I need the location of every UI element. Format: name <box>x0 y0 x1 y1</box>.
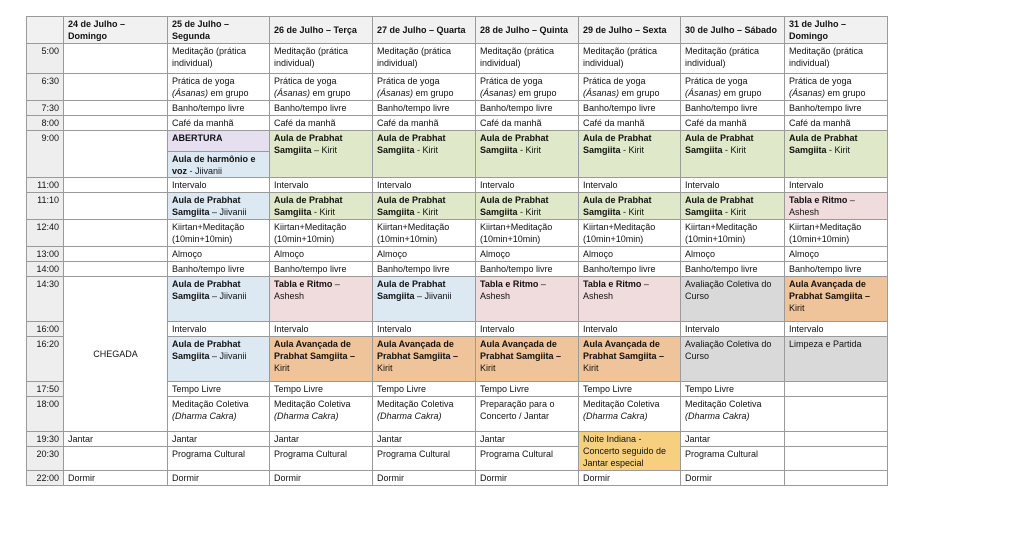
activity-text: em grupo <box>721 88 762 98</box>
activity-cell: Café da manhã <box>270 116 373 131</box>
instructor: – Jiivanii <box>209 291 247 301</box>
activity-cell <box>579 193 681 220</box>
activity-title: Tabla e Ritmo <box>789 195 848 205</box>
activity-cell: Banho/tempo livre <box>785 101 888 116</box>
activity-cell <box>373 397 476 432</box>
activity-cell: Intervalo <box>476 178 579 193</box>
activity-text: Prática de yoga <box>274 76 337 86</box>
instructor: Kirit <box>377 363 393 373</box>
activity-cell: Tempo Livre <box>373 382 476 397</box>
activity-cell: Intervalo <box>579 322 681 337</box>
activity-cell <box>681 220 785 247</box>
activity-cell <box>168 397 270 432</box>
row-2200 <box>27 471 888 486</box>
activity-title: Aula Avançada de Prabhat Samgiita – <box>789 279 871 301</box>
activity-cell: Programa Cultural <box>681 447 785 471</box>
activity-text: Meditação (prática <box>583 46 658 56</box>
activity-cell <box>476 193 579 220</box>
instructor: - Kirit <box>620 145 645 155</box>
corner-cell <box>27 17 64 44</box>
activity-cell: Dormir <box>270 471 373 486</box>
activity-cell: Tempo Livre <box>270 382 373 397</box>
activity-cell: Tempo Livre <box>579 382 681 397</box>
activity-text: Kiirtan+Meditação <box>685 222 758 232</box>
instructor: – Jiivanii <box>209 351 247 361</box>
empty-cell <box>64 101 168 116</box>
activity-cell <box>681 193 785 220</box>
activity-text: Kiirtan+Meditação <box>583 222 656 232</box>
activity-cell <box>373 44 476 74</box>
activity-cell <box>270 74 373 101</box>
activity-cell: Dormir <box>476 471 579 486</box>
activity-title: Aula de Prabhat Samgiita <box>274 133 343 155</box>
activity-cell <box>785 220 888 247</box>
activity-title: Aula de Prabhat Samgiita <box>480 133 549 155</box>
row-1110 <box>27 193 888 220</box>
activity-text: em grupo <box>516 88 557 98</box>
empty-cell <box>64 247 168 262</box>
activity-cell: Programa Cultural <box>168 447 270 471</box>
activity-cell: Dormir <box>373 471 476 486</box>
activity-cell: Programa Cultural <box>373 447 476 471</box>
empty-cell <box>64 131 168 178</box>
activity-cell: Intervalo <box>373 322 476 337</box>
activity-cell: Banho/tempo livre <box>579 262 681 277</box>
instructor: Kirit <box>480 363 496 373</box>
instructor: – Ashesh <box>583 279 649 301</box>
activity-cell: Tempo Livre <box>681 382 785 397</box>
row-900 <box>27 131 888 178</box>
activity-cell: Intervalo <box>168 322 270 337</box>
activity-title: Aula Avançada de Prabhat Samgiita – <box>583 339 665 361</box>
activity-title: Aula de Prabhat Samgiita <box>583 195 652 217</box>
activity-cell <box>168 193 270 220</box>
activity-text: Prática de yoga <box>685 76 748 86</box>
activity-text: (10min+10min) <box>480 234 541 244</box>
activity-cell <box>579 397 681 432</box>
time-cell: 7:30 <box>27 101 64 116</box>
header-row <box>27 17 888 44</box>
activity-title: Aula de Prabhat Samgiita <box>377 195 446 217</box>
activity-cell: Café da manhã <box>681 116 785 131</box>
activity-title: Aula de Prabhat Samgiita <box>172 195 241 217</box>
activity-cell: Jantar <box>373 432 476 447</box>
empty-cell <box>64 447 168 471</box>
activity-cell <box>270 193 373 220</box>
activity-title: Aula de Prabhat Samgiita <box>172 339 241 361</box>
instructor: Kirit <box>583 363 599 373</box>
activity-cell: Banho/tempo livre <box>270 101 373 116</box>
activity-cell: Tempo Livre <box>168 382 270 397</box>
time-cell: 18:00 <box>27 397 64 432</box>
activity-cell <box>168 277 270 322</box>
empty-cell <box>785 382 888 397</box>
row-730 <box>27 101 888 116</box>
activity-text: Kiirtan+Meditação <box>377 222 450 232</box>
activity-title: Aula de Prabhat Samgiita <box>377 133 446 155</box>
day-header: 29 de Julho – Sexta <box>579 17 681 44</box>
activity-cell <box>681 131 785 178</box>
activity-text: (Ásanas) <box>583 88 620 98</box>
day-header: 26 de Julho – Terça <box>270 17 373 44</box>
activity-cell: Jantar <box>64 432 168 447</box>
time-cell: 14:00 <box>27 262 64 277</box>
activity-title: Tabla e Ritmo <box>480 279 539 289</box>
instructor: - Kirit <box>517 145 542 155</box>
activity-text: Meditação Coletiva <box>583 399 660 409</box>
activity-title: Aula de Prabhat Samgiita <box>789 133 858 155</box>
row-1430 <box>27 277 888 322</box>
activity-cell: Banho/tempo livre <box>168 101 270 116</box>
activity-text: Kiirtan+Meditação <box>480 222 553 232</box>
activity-cell: Dormir <box>579 471 681 486</box>
time-cell: 13:00 <box>27 247 64 262</box>
activity-text: individual) <box>789 58 830 68</box>
empty-cell <box>64 178 168 193</box>
activity-cell <box>579 74 681 101</box>
schedule-table <box>26 16 888 486</box>
activity-text: (10min+10min) <box>377 234 438 244</box>
row-1100 <box>27 178 888 193</box>
activity-text: individual) <box>583 58 624 68</box>
activity-cell <box>681 44 785 74</box>
activity-cell: Banho/tempo livre <box>373 101 476 116</box>
activity-cell: Café da manhã <box>785 116 888 131</box>
instructor: - Kirit <box>620 207 645 217</box>
activity-cell: Intervalo <box>681 178 785 193</box>
activity-title: Aula de Prabhat Samgiita <box>172 279 241 301</box>
time-cell: 5:00 <box>27 44 64 74</box>
time-cell: 16:00 <box>27 322 64 337</box>
activity-text: em grupo <box>619 88 660 98</box>
instructor: – Ashesh <box>789 195 855 217</box>
time-cell: 11:00 <box>27 178 64 193</box>
empty-cell <box>64 193 168 220</box>
activity-cell <box>579 337 681 382</box>
instructor: - Kirit <box>414 145 439 155</box>
activity-cell <box>168 74 270 101</box>
activity-text: (Ásanas) <box>789 88 826 98</box>
activity-cell: Banho/tempo livre <box>168 262 270 277</box>
instructor: - Kirit <box>517 207 542 217</box>
activity-cell <box>785 74 888 101</box>
activity-text: Meditação Coletiva <box>377 399 454 409</box>
activity-cell <box>579 131 681 178</box>
activity-cell <box>476 74 579 101</box>
activity-text: (Ásanas) <box>480 88 517 98</box>
activity-cell: Programa Cultural <box>270 447 373 471</box>
activity-cell <box>476 44 579 74</box>
activity-cell: Banho/tempo livre <box>476 262 579 277</box>
harmonio-block <box>168 152 269 177</box>
activity-cell: Programa Cultural <box>476 447 579 471</box>
activity-text: (Ásanas) <box>172 88 209 98</box>
activity-cell: Jantar <box>476 432 579 447</box>
activity-cell: Banho/tempo livre <box>681 262 785 277</box>
empty-cell <box>785 432 888 447</box>
activity-cell <box>168 220 270 247</box>
activity-cell <box>476 131 579 178</box>
activity-cell <box>785 131 888 178</box>
activity-cell: Almoço <box>476 247 579 262</box>
activity-cell <box>270 277 373 322</box>
activity-cell: Intervalo <box>681 322 785 337</box>
time-cell: 8:00 <box>27 116 64 131</box>
instructor: Kirit <box>274 363 290 373</box>
activity-title: Aula de Prabhat Samgiita <box>480 195 549 217</box>
activity-text: Meditação (prática <box>172 46 247 56</box>
activity-title: Aula Avançada de Prabhat Samgiita – <box>274 339 356 361</box>
activity-cell: Dormir <box>681 471 785 486</box>
activity-title: Aula Avançada de Prabhat Samgiita – <box>480 339 562 361</box>
activity-title: Aula de Prabhat Samgiita <box>685 195 754 217</box>
empty-cell <box>785 397 888 432</box>
activity-text: Prática de yoga <box>789 76 852 86</box>
activity-cell <box>270 220 373 247</box>
activity-cell <box>373 193 476 220</box>
activity-cell <box>373 131 476 178</box>
activity-text: individual) <box>172 58 213 68</box>
row-500 <box>27 44 888 74</box>
instructor: – Jiivanii <box>414 291 452 301</box>
empty-cell <box>64 116 168 131</box>
empty-cell <box>64 74 168 101</box>
day-header: 30 de Julho – Sábado <box>681 17 785 44</box>
activity-cell <box>681 74 785 101</box>
activity-cell: Almoço <box>373 247 476 262</box>
activity-cell: Intervalo <box>476 322 579 337</box>
activity-cell: Almoço <box>785 247 888 262</box>
activity-cell <box>168 44 270 74</box>
activity-cell: Almoço <box>168 247 270 262</box>
activity-text: individual) <box>480 58 521 68</box>
activity-text: individual) <box>377 58 418 68</box>
instructor: – Kirit <box>311 145 338 155</box>
activity-cell <box>476 220 579 247</box>
row-630 <box>27 74 888 101</box>
activity-cell: Almoço <box>681 247 785 262</box>
activity-cell: Avaliação Coletiva do Curso <box>681 277 785 322</box>
activity-text: (Ásanas) <box>274 88 311 98</box>
activity-cell <box>579 220 681 247</box>
activity-cell: Jantar <box>168 432 270 447</box>
instructor: – Ashesh <box>480 279 546 301</box>
activity-cell: Banho/tempo livre <box>270 262 373 277</box>
day-header: 31 de Julho – Domingo <box>785 17 888 44</box>
activity-cell <box>476 337 579 382</box>
instructor: - Kirit <box>414 207 439 217</box>
activity-text: (10min+10min) <box>172 234 233 244</box>
activity-cell: Banho/tempo livre <box>373 262 476 277</box>
activity-cell <box>168 337 270 382</box>
activity-cell: Dormir <box>168 471 270 486</box>
split-activity-cell <box>168 131 270 178</box>
activity-text: Meditação (prática <box>789 46 864 56</box>
activity-text: individual) <box>274 58 315 68</box>
activity-text: (10min+10min) <box>789 234 850 244</box>
activity-cell: Tempo Livre <box>476 382 579 397</box>
activity-title: Aula de Prabhat Samgiita <box>274 195 343 217</box>
row-2030 <box>27 447 888 471</box>
instructor: Kirit <box>789 303 805 313</box>
time-cell: 16:20 <box>27 337 64 382</box>
activity-text: (Dharma Cakra) <box>172 411 237 421</box>
activity-text: em grupo <box>825 88 866 98</box>
activity-cell <box>476 277 579 322</box>
time-cell: 12:40 <box>27 220 64 247</box>
activity-cell: Almoço <box>579 247 681 262</box>
activity-text: em grupo <box>310 88 351 98</box>
instructor: – Ashesh <box>274 279 340 301</box>
activity-cell: Intervalo <box>270 178 373 193</box>
activity-text: individual) <box>685 58 726 68</box>
activity-cell: Banho/tempo livre <box>681 101 785 116</box>
activity-text: Meditação Coletiva <box>172 399 249 409</box>
empty-cell <box>64 220 168 247</box>
activity-text: Prática de yoga <box>583 76 646 86</box>
day-header: 25 de Julho – Segunda <box>168 17 270 44</box>
abertura-block: ABERTURA <box>168 131 269 152</box>
activity-text: Kiirtan+Meditação <box>789 222 862 232</box>
time-cell: 22:00 <box>27 471 64 486</box>
activity-cell: Jantar <box>270 432 373 447</box>
row-1300 <box>27 247 888 262</box>
activity-text: Meditação (prática <box>377 46 452 56</box>
activity-title: Aula Avançada de Prabhat Samgiita – <box>377 339 459 361</box>
activity-text: Kiirtan+Meditação <box>274 222 347 232</box>
activity-cell: Banho/tempo livre <box>476 101 579 116</box>
activity-cell: Café da manhã <box>168 116 270 131</box>
activity-cell: Limpeza e Partida <box>785 337 888 382</box>
row-1240 <box>27 220 888 247</box>
activity-cell: Banho/tempo livre <box>785 262 888 277</box>
activity-cell: Avaliação Coletiva do Curso <box>681 337 785 382</box>
activity-cell <box>785 44 888 74</box>
row-1930 <box>27 432 888 447</box>
activity-title: Aula de Prabhat Samgiita <box>377 279 446 301</box>
day-header: 24 de Julho – Domingo <box>64 17 168 44</box>
activity-cell: Almoço <box>270 247 373 262</box>
time-cell: 6:30 <box>27 74 64 101</box>
activity-text: (10min+10min) <box>685 234 746 244</box>
time-cell: 17:50 <box>27 382 64 397</box>
activity-cell <box>373 220 476 247</box>
instructor: - Kirit <box>722 207 747 217</box>
activity-cell <box>579 44 681 74</box>
time-cell: 14:30 <box>27 277 64 322</box>
activity-cell <box>270 44 373 74</box>
activity-text: Meditação Coletiva <box>685 399 762 409</box>
day-header: 28 de Julho – Quinta <box>476 17 579 44</box>
activity-cell: Café da manhã <box>476 116 579 131</box>
empty-cell <box>64 44 168 74</box>
activity-text: Meditação (prática <box>274 46 349 56</box>
activity-text: Meditação Coletiva <box>274 399 351 409</box>
activity-text: (10min+10min) <box>583 234 644 244</box>
activity-cell: Intervalo <box>785 178 888 193</box>
activity-cell: Intervalo <box>373 178 476 193</box>
noite-indiana-cell: Noite Indiana - Concerto seguido de Jantar especial <box>579 432 681 471</box>
activity-cell: Café da manhã <box>579 116 681 131</box>
activity-cell: Intervalo <box>270 322 373 337</box>
activity-text: (Dharma Cakra) <box>377 411 442 421</box>
activity-title: Aula de Prabhat Samgiita <box>685 133 754 155</box>
activity-cell: Dormir <box>64 471 168 486</box>
activity-title: Tabla e Ritmo <box>583 279 642 289</box>
activity-text: (10min+10min) <box>274 234 335 244</box>
activity-text: Prática de yoga <box>172 76 235 86</box>
activity-cell <box>681 397 785 432</box>
activity-text: Prática de yoga <box>377 76 440 86</box>
day-header: 27 de Julho – Quarta <box>373 17 476 44</box>
activity-cell <box>785 277 888 322</box>
instructor: - Kirit <box>311 207 336 217</box>
activity-text: em grupo <box>413 88 454 98</box>
instructor: - Kirit <box>826 145 851 155</box>
activity-cell: Banho/tempo livre <box>579 101 681 116</box>
activity-cell: Preparação para o Concerto / Jantar <box>476 397 579 432</box>
chegada-cell: CHEGADA <box>64 277 168 432</box>
activity-text: (Dharma Cakra) <box>274 411 339 421</box>
activity-cell <box>270 337 373 382</box>
row-800 <box>27 116 888 131</box>
activity-text: (Ásanas) <box>377 88 414 98</box>
time-cell: 9:00 <box>27 131 64 178</box>
activity-text: Meditação (prática <box>685 46 760 56</box>
activity-text: em grupo <box>208 88 249 98</box>
instructor: - Jiivanii <box>187 166 223 176</box>
instructor: - Kirit <box>722 145 747 155</box>
activity-text: Meditação (prática <box>480 46 555 56</box>
activity-text: (Ásanas) <box>685 88 722 98</box>
time-cell: 11:10 <box>27 193 64 220</box>
activity-text: Prática de yoga <box>480 76 543 86</box>
activity-title: Aula de Prabhat Samgiita <box>583 133 652 155</box>
activity-cell <box>270 131 373 178</box>
activity-title: Aula de harmônio e voz <box>172 154 256 176</box>
row-1400 <box>27 262 888 277</box>
activity-cell <box>579 277 681 322</box>
activity-cell <box>270 397 373 432</box>
time-cell: 19:30 <box>27 432 64 447</box>
activity-cell: Jantar <box>681 432 785 447</box>
activity-cell <box>785 193 888 220</box>
activity-text: Kiirtan+Meditação <box>172 222 245 232</box>
activity-cell <box>373 337 476 382</box>
activity-title: Tabla e Ritmo <box>274 279 333 289</box>
activity-cell: Café da manhã <box>373 116 476 131</box>
activity-text: (Dharma Cakra) <box>583 411 648 421</box>
instructor: – Jiivanii <box>209 207 247 217</box>
activity-cell: Intervalo <box>168 178 270 193</box>
empty-cell <box>64 262 168 277</box>
activity-cell: Intervalo <box>579 178 681 193</box>
empty-cell <box>785 471 888 486</box>
activity-cell <box>373 277 476 322</box>
time-cell: 20:30 <box>27 447 64 471</box>
activity-cell: Intervalo <box>785 322 888 337</box>
activity-text: (Dharma Cakra) <box>685 411 750 421</box>
activity-cell <box>373 74 476 101</box>
empty-cell <box>785 447 888 471</box>
